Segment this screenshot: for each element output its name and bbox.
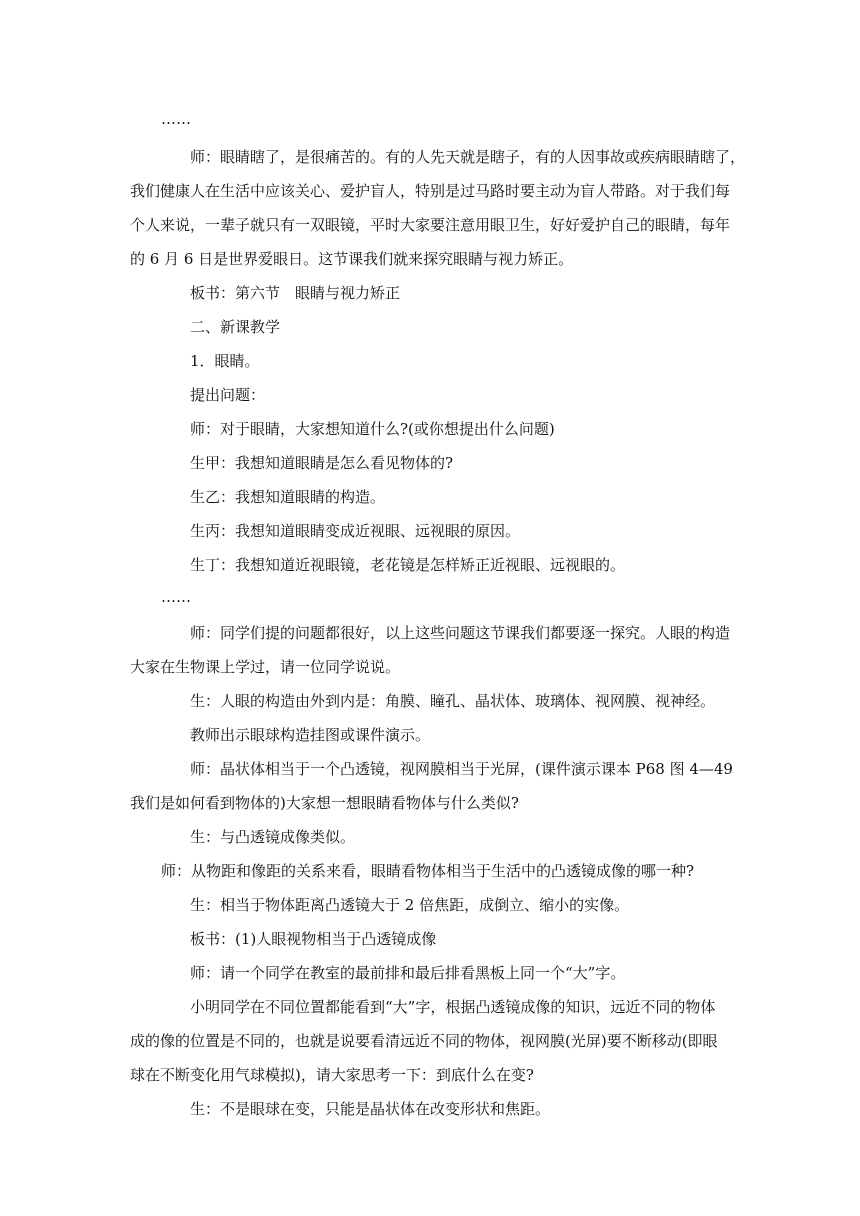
paragraph-line: 生甲：我想知道眼睛是怎么看见物体的? <box>190 454 454 472</box>
board-note: 板书：(1)人眼视物相当于凸透镜成像 <box>190 930 437 948</box>
paragraph-line: 教师出示眼球构造挂图或课件演示。 <box>190 726 431 744</box>
paragraph-line: 小明同学在不同位置都能看到“大”字，根据凸透镜成像的知识，远近不同的物体 <box>190 998 716 1016</box>
paragraph-line: 师：从物距和像距的关系来看，眼睛看物体相当于生活中的凸透镜成像的哪一种? <box>161 862 695 880</box>
paragraph-line: 生乙：我想知道眼睛的构造。 <box>190 488 386 506</box>
subsection-heading: 1．眼睛。 <box>190 352 260 370</box>
paragraph-line: 生：人眼的构造由外到内是：角膜、瞳孔、晶状体、玻璃体、视网膜、视神经。 <box>190 692 716 710</box>
ellipsis: …… <box>161 588 191 606</box>
paragraph-line: 的 6 月 6 日是世界爱眼日。这节课我们就来探究眼睛与视力矫正。 <box>130 250 574 268</box>
paragraph-line: 师：对于眼睛，大家想知道什么?(或你想提出什么问题) <box>190 420 555 438</box>
paragraph-line: 球在不断变化用气球模拟)，请大家思考一下：到底什么在变? <box>130 1066 534 1084</box>
paragraph-line: 师：同学们提的问题都很好，以上这些问题这节课我们都要逐一探究。人眼的构造 <box>190 624 731 642</box>
paragraph-line: 生丁：我想知道近视眼镜，老花镜是怎样矫正近视眼、远视眼的。 <box>190 556 626 574</box>
paragraph-line: 师：眼睛瞎了，是很痛苦的。有的人先天就是瞎子，有的人因事故或疾病眼睛瞎了， <box>190 148 746 166</box>
paragraph-line: 个人来说，一辈子就只有一双眼镜，平时大家要注意用眼卫生，好好爱护自己的眼睛，每年 <box>130 216 731 234</box>
paragraph-line: 生：与凸透镜成像类似。 <box>190 828 356 846</box>
paragraph-line: 提出问题： <box>190 386 266 404</box>
section-heading: 二、新课教学 <box>190 318 281 336</box>
board-note: 板书：第六节 眼睛与视力矫正 <box>190 284 401 302</box>
ellipsis: …… <box>161 110 191 128</box>
paragraph-line: 生：相当于物体距离凸透镜大于 2 倍焦距，成倒立、缩小的实像。 <box>190 896 630 914</box>
paragraph-line: 我们健康人在生活中应该关心、爱护盲人，特别是过马路时要主动为盲人带路。对于我们每 <box>130 182 731 200</box>
paragraph-line: 成的像的位置是不同的，也就是说要看清远近不同的物体，视网膜(光屏)要不断移动(即眼 <box>130 1032 718 1050</box>
paragraph-line: 师：晶状体相当于一个凸透镜，视网膜相当于光屏，(课件演示课本 P68 图 4—49 <box>190 760 733 778</box>
paragraph-line: 我们是如何看到物体的)大家想一想眼睛看物体与什么类似? <box>130 794 519 812</box>
paragraph-line: 大家在生物课上学过，请一位同学说说。 <box>130 658 401 676</box>
paragraph-line: 生丙：我想知道眼睛变成近视眼、远视眼的原因。 <box>190 522 521 540</box>
paragraph-line: 生：不是眼球在变，只能是晶状体在改变形状和焦距。 <box>190 1100 551 1118</box>
paragraph-line: 师：请一个同学在教室的最前排和最后排看黑板上同一个“大”字。 <box>190 964 626 982</box>
